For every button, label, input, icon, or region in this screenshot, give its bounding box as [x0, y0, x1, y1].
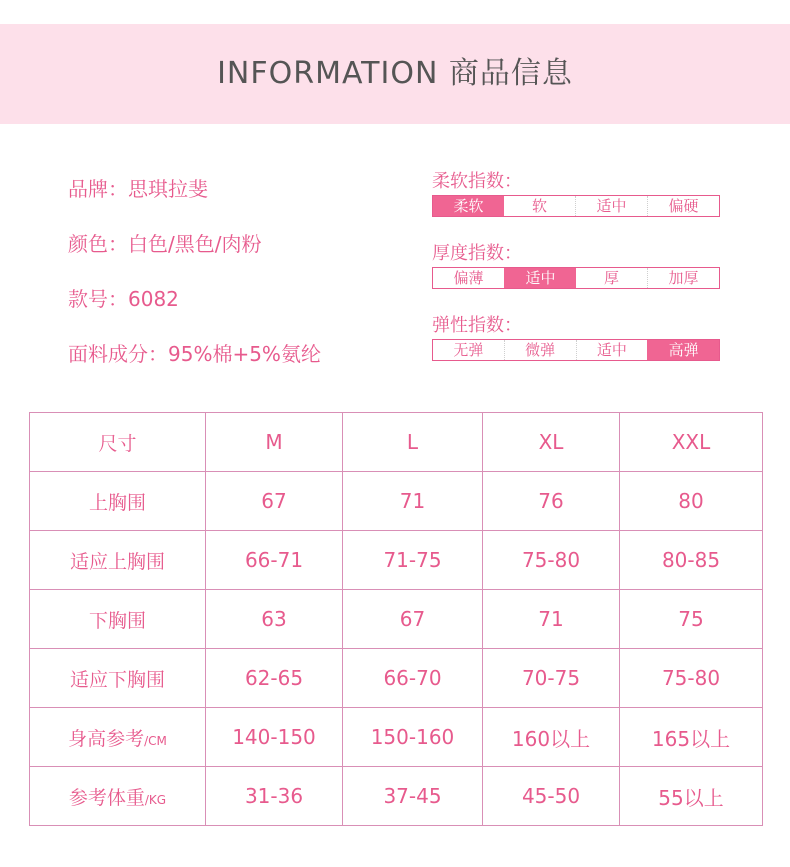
elasticity-option: 适中 [576, 340, 648, 360]
row-label: 下胸围 [30, 590, 206, 649]
table-cell: 31-36 [206, 767, 343, 826]
table-row [30, 531, 763, 590]
info-brand: 品牌：思琪拉斐 [68, 177, 208, 201]
thickness-index-title: 厚度指数： [432, 243, 522, 264]
table-cell: 80 [620, 472, 763, 531]
elasticity-option: 微弹 [504, 340, 576, 360]
page-title: INFORMATION 商品信息 [217, 56, 573, 91]
thickness-index-bar [432, 267, 720, 289]
row-label: 参考体重/KG [30, 767, 206, 826]
table-cell: 55以上 [620, 767, 763, 826]
table-row [30, 649, 763, 708]
size-table-header-row [30, 413, 763, 472]
header-cell: XL [483, 413, 620, 472]
softness-option: 柔软 [433, 196, 504, 216]
table-cell: 76 [483, 472, 620, 531]
header-cell: 尺寸 [30, 413, 206, 472]
table-cell: 62-65 [206, 649, 343, 708]
table-cell: 70-75 [483, 649, 620, 708]
table-cell: 150-160 [343, 708, 483, 767]
softness-option: 适中 [575, 196, 647, 216]
softness-option: 软 [531, 197, 547, 215]
elasticity-option: 高弹 [647, 340, 719, 360]
header-cell: M [206, 413, 343, 472]
size-table [29, 412, 763, 826]
table-cell: 75-80 [483, 531, 620, 590]
table-cell: 75-80 [620, 649, 763, 708]
table-row [30, 590, 763, 649]
softness-index-bar [432, 195, 720, 217]
softness-index-title: 柔软指数： [432, 171, 522, 192]
header-cell: L [343, 413, 483, 472]
info-style-number: 款号：6082 [68, 287, 179, 311]
table-cell: 67 [343, 590, 483, 649]
table-cell: 66-71 [206, 531, 343, 590]
elasticity-option: 无弹 [453, 341, 484, 359]
table-cell: 67 [206, 472, 343, 531]
table-cell: 165以上 [620, 708, 763, 767]
softness-option: 偏硬 [647, 196, 719, 216]
thickness-option: 厚 [603, 269, 619, 287]
info-fabric: 面料成分：95%棉+5%氨纶 [68, 342, 321, 366]
table-row [30, 708, 763, 767]
table-cell: 37-45 [343, 767, 483, 826]
elasticity-index-bar [432, 339, 720, 361]
table-row [30, 472, 763, 531]
thickness-option: 适中 [504, 268, 576, 288]
table-cell: 80-85 [620, 531, 763, 590]
row-label: 身高参考/CM [30, 708, 206, 767]
header-cell: XXL [620, 413, 763, 472]
elasticity-index-title: 弹性指数： [432, 315, 522, 336]
table-cell: 71 [483, 590, 620, 649]
header-banner [0, 24, 790, 124]
table-cell: 160以上 [483, 708, 620, 767]
info-color: 颜色：白色/黑色/肉粉 [68, 232, 262, 256]
table-cell: 71-75 [343, 531, 483, 590]
table-cell: 75 [620, 590, 763, 649]
row-label: 适应上胸围 [30, 531, 206, 590]
thickness-option: 偏薄 [453, 269, 484, 287]
row-label: 适应下胸围 [30, 649, 206, 708]
table-cell: 71 [343, 472, 483, 531]
table-cell: 63 [206, 590, 343, 649]
thickness-option: 加厚 [647, 268, 719, 288]
table-cell: 140-150 [206, 708, 343, 767]
table-cell: 66-70 [343, 649, 483, 708]
row-label: 上胸围 [30, 472, 206, 531]
table-row [30, 767, 763, 826]
table-cell: 45-50 [483, 767, 620, 826]
